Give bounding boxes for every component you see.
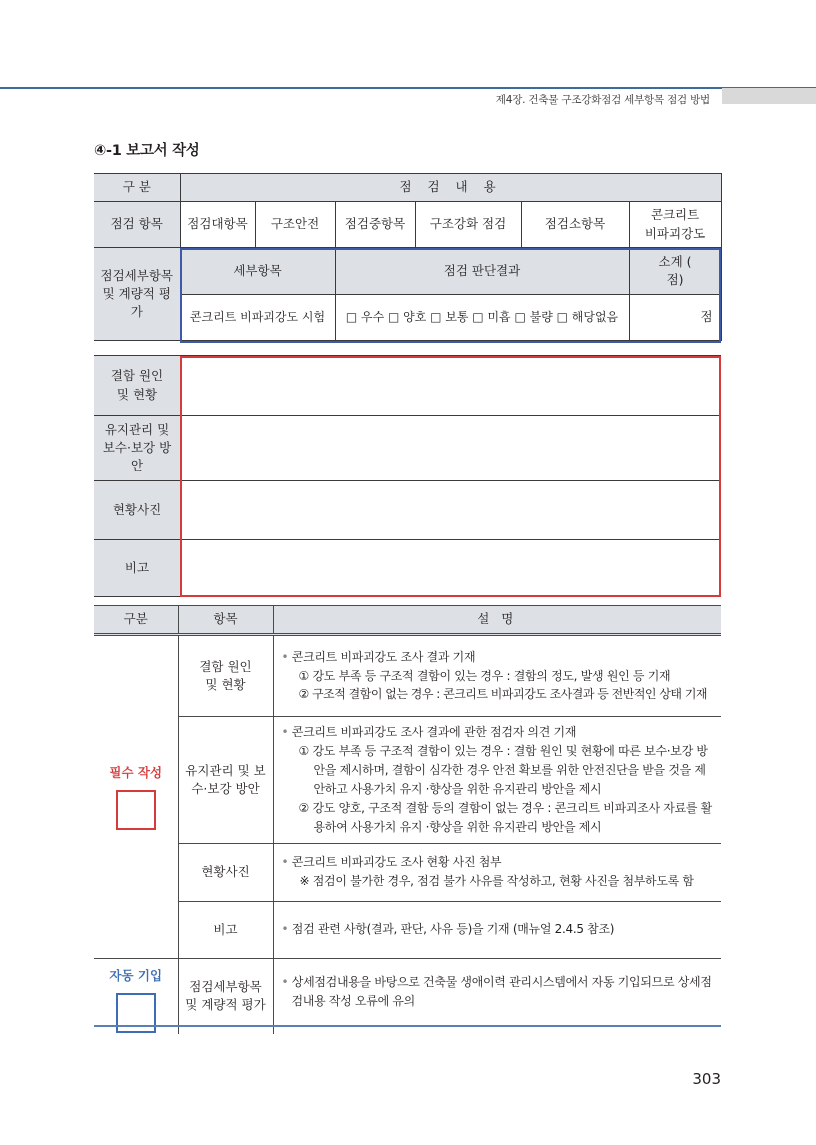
result-options: □ 우수 □ 양호 □ 보통 □ 미흡 □ 불량 □ 해당없음 (335, 295, 629, 341)
minor-item-label: 점검소항목 (521, 202, 629, 248)
desc-defect-bullet: 콘크리트 비파괴강도 조사 결과 기재 (291, 649, 476, 664)
desc-defect-sub2: ② 구조적 결함이 없는 경우 : 콘크리트 비파괴강도 조사결과 등 전반적인 상태 기재 (298, 687, 708, 702)
desc-defect-sub1: ① 강도 부족 등 구조적 결함이 있는 경우 : 결함의 정도, 발생 원인 등 기재 (298, 668, 671, 683)
desc-photo-note: ※ 점검이 불가한 경우, 점검 불가 사유를 작성하고, 현황 사진을 첨부하도록 함 (299, 874, 694, 889)
remarks-label: 비고 (94, 540, 180, 597)
row-item-label: 점검 항목 (94, 202, 180, 248)
desc-maintenance-sub2: ② 강도 양호, 구조적 결함 등의 결함이 없는 경우 : 콘크리트 비파괴조사 자료를 활용하여 사용가치 유지 ·향상을 위한 유지관리 방안을 제시 (298, 800, 712, 834)
page-number: 303 (692, 1070, 721, 1088)
desc-photo-bullet: 콘크리트 비파괴강도 조사 현황 사진 첨부 (291, 855, 502, 870)
red-square-icon (116, 790, 156, 830)
header-rule (0, 87, 816, 89)
required-label: 필수 작성 (109, 764, 163, 780)
major-item-value: 구조안전 (255, 202, 335, 248)
required-input-highlight (180, 356, 721, 597)
maintenance-label: 유지관리 및 보수·보강 방안 (94, 416, 180, 481)
desc-eval-bullet: 상세점검내용을 바탕으로 건축물 생애이력 관리시스템에서 자동 기입되므로 상세점검내용 작성 오류에 유의 (291, 974, 712, 1008)
head-content: 점 검 내 용 (180, 174, 721, 202)
desc-head-category: 구분 (94, 606, 178, 635)
desc-item-remarks: 비고 (178, 901, 273, 958)
desc-defect: • 콘크리트 비파괴강도 조사 결과 기재 ① 강도 부족 등 구조적 결함이 있는 경우 : 결함의 정도, 발생 원인 등 기재 ② 구조적 결함이 없는 경우 : 콘크리트 비파괴강도 조사결과 등 전반적인 상태 기재 (273, 635, 721, 717)
middle-item-label: 점검중항목 (335, 202, 415, 248)
col-result-header: 점검 판단결과 (335, 248, 629, 295)
required-category (94, 635, 178, 959)
desc-item-maintenance: 유지관리 및 보수·보강 방안 (178, 717, 273, 844)
desc-head-description: 설 명 (273, 606, 721, 635)
minor-item-value: 콘크리트 비파괴강도 (629, 202, 721, 248)
desc-remarks: • 점검 관련 사항(결과, 판단, 사유 등)을 기재 (매뉴얼 2.4.5 참조) (273, 901, 721, 958)
auto-label: 자동 기입 (109, 967, 163, 983)
photo-label: 현황사진 (94, 481, 180, 540)
desc-head-item: 항목 (178, 606, 273, 635)
desc-remarks-bullet: 점검 관련 사항(결과, 판단, 사유 등)을 기재 (매뉴얼 2.4.5 참조) (291, 922, 615, 937)
head-category: 구 분 (94, 174, 180, 202)
desc-item-eval: 점검세부항목 및 계량적 평가 (178, 958, 273, 1034)
table-bottom-rule (94, 1025, 721, 1027)
col-subtotal-header: 소계 ( 점) (629, 248, 721, 295)
desc-maintenance-sub1: ① 강도 부족 등 구조적 결함이 있는 경우 : 결함 원인 및 현황에 따른 보수·보강 방안을 제시하며, 결함이 심각한 경우 안전 확보를 위한 안전진단을 받을 것을 제안하고 사용가치 유지 ·향상을 위한 유지관리 방안을 제시 (298, 743, 708, 796)
desc-maintenance: • 콘크리트 비파괴강도 조사 결과에 관한 점검자 의견 기재 ① 강도 부족 등 구조적 결함이 있는 경우 : 결함 원인 및 현황에 따른 보수·보강 방안을 제시하며, 결함이 심각한 경우 안전 확보를 위한 안전진단을 받을 것을 제안하고 사용가치 유지 ·향상을 위한 유지관리 방안을 제시 ② 강도 양호, 구조적 결함 등의 결함이 없는 경우 : 콘크리트 비파괴조사 자료를 활용하여 사용가치 유지 ·향상을 위한 유지관리 방안을 제시 (273, 717, 721, 844)
subtotal-unit: 점 (629, 295, 721, 341)
detail-value: 콘크리트 비파괴강도 시험 (180, 295, 335, 341)
running-header: 제4장. 건축물 구조강화점검 세부항목 점검 방법 (495, 94, 710, 106)
section-title: ④-1 보고서 작성 (94, 143, 200, 159)
row-eval-label: 점검세부항목 및 계량적 평가 (94, 248, 180, 341)
major-item-label: 점검대항목 (180, 202, 255, 248)
desc-item-defect: 결함 원인 및 현황 (178, 635, 273, 717)
description-table (94, 605, 721, 1034)
header-gray-tab (722, 88, 816, 104)
desc-maintenance-bullet: 콘크리트 비파괴강도 조사 결과에 관한 점검자 의견 기재 (291, 725, 577, 739)
middle-item-value: 구조강화 점검 (415, 202, 521, 248)
desc-photo: • 콘크리트 비파괴강도 조사 현황 사진 첨부 ※ 점검이 불가한 경우, 점검 불가 사유를 작성하고, 현황 사진을 첨부하도록 함 (273, 843, 721, 901)
col-detail-header: 세부항목 (180, 248, 335, 295)
auto-category (94, 958, 178, 1034)
defect-cause-label: 결함 원인 및 현황 (94, 356, 180, 416)
desc-eval: • 상세점검내용을 바탕으로 건축물 생애이력 관리시스템에서 자동 기입되므로 상세점검내용 작성 오류에 유의 (281, 974, 712, 1008)
desc-item-photo: 현황사진 (178, 843, 273, 901)
auto-fill-highlight (180, 248, 721, 343)
